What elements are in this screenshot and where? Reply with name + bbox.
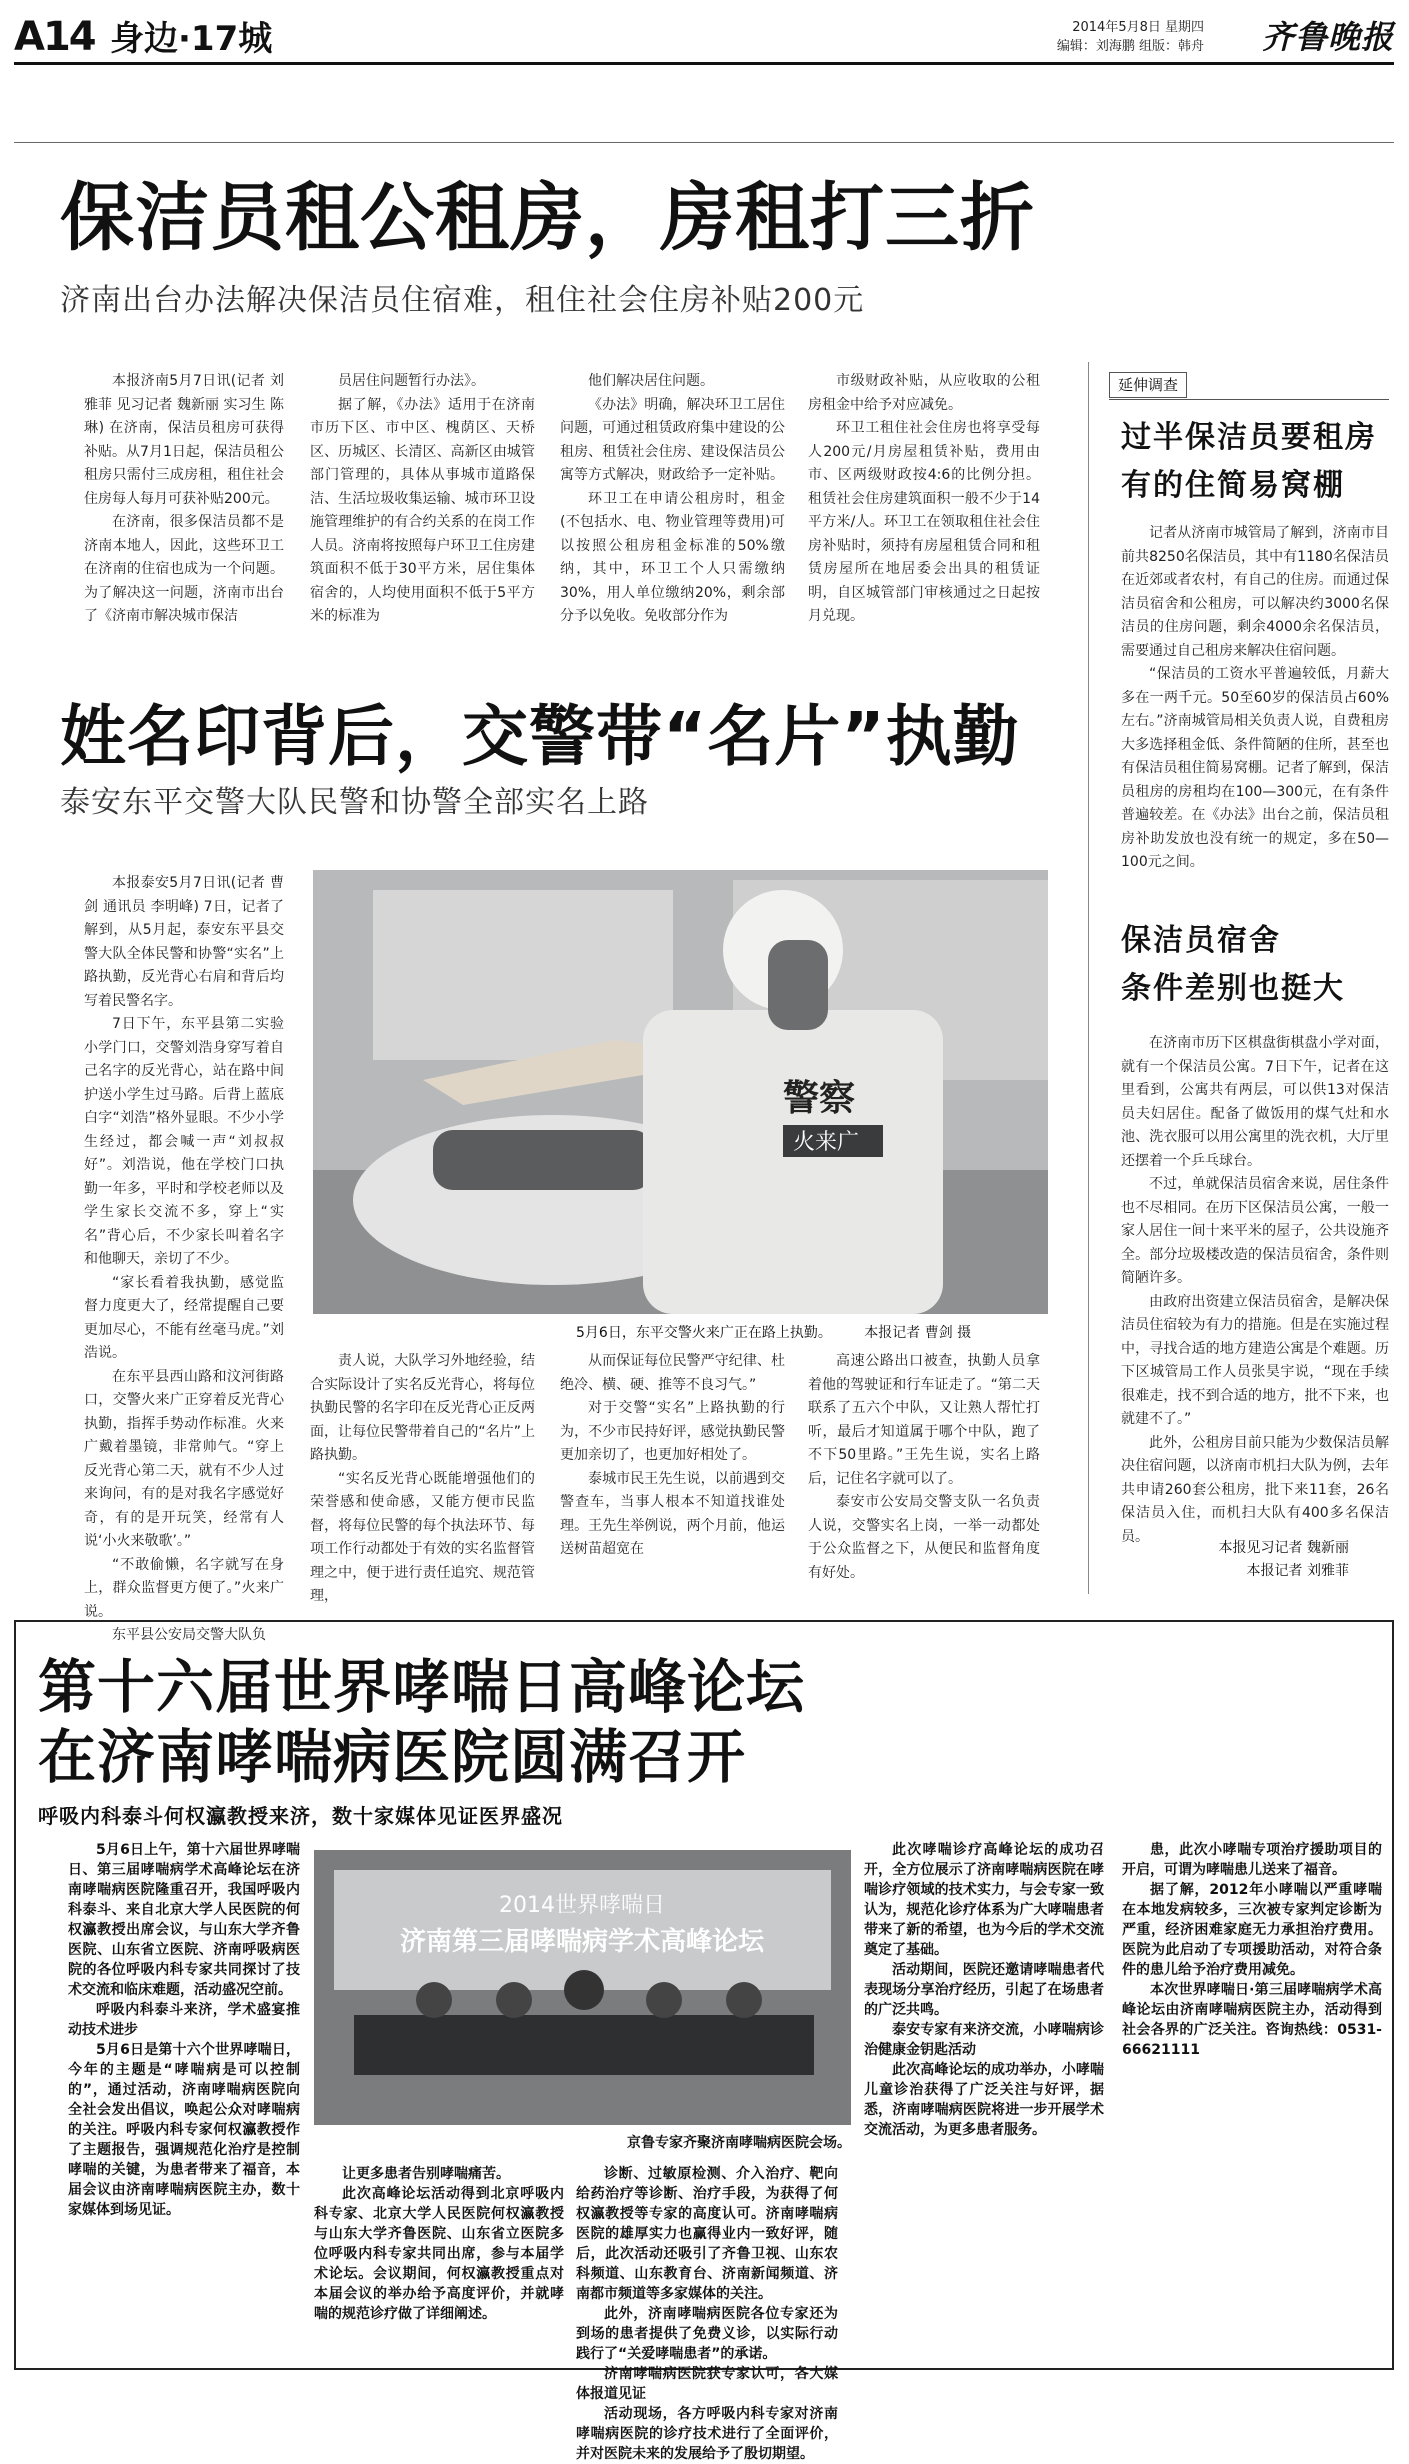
photo-building-left	[373, 890, 673, 1060]
editors: 编辑：刘海鹏 组版：韩舟	[1056, 39, 1204, 54]
ad-banner-line-2: 济南第三届哮喘病学术高峰论坛	[399, 1927, 765, 1957]
paragraph: 东平县公安局交警大队负	[112, 1627, 266, 1643]
sidebar-label: 延伸调查	[1109, 372, 1187, 398]
story1-column-2	[310, 370, 535, 640]
paragraph: 泰安市公安局交警支队一名负责人说，交警实名上岗，一举一动都处于公众监督之下，从便民和监督角度有好处。	[808, 1494, 1040, 1581]
sidebar-heading-1-line-2: 有的住简易窝棚	[1121, 468, 1345, 503]
paragraph: 泰城市民王先生说，以前遇到交警查车，当事人根本不知道找谁处理。王先生举例说，两个月前，他运送树苗超宽在	[560, 1470, 785, 1557]
story2-column-2	[310, 1350, 535, 1604]
story2-column-1	[84, 872, 284, 1643]
ad-photo-table	[354, 2015, 814, 2075]
story1-column-3	[560, 370, 785, 640]
paragraph: 员居住问题暂行办法》。	[338, 373, 485, 389]
paragraph: 7日下午，东平县第二实验小学门口，交警刘浩身穿写着自己名字的反光背心，站在路中间护送小学生过马路。后背上蓝底白字“刘浩”格外显眼。不少小学生经过，都会喊一声“刘叔叔好”。刘浩说，他在学校门口执勤一年多，平时和学校老师以及学生家长交流不多，穿上“实名”背心后，不少家长叫着名字和他聊天，亲切了不少。	[84, 1016, 284, 1267]
paragraph: 5月6日上午，第十六届世界哮喘日、第三届哮喘病学术高峰论坛在济南哮喘病医院隆重召开，我国呼吸内科泰斗、来自北京大学人民医院的何权瀛教授出席会议，与山东大学齐鲁医院、山东省立医院、济南呼吸病医院的各位呼吸内科专家共同探讨了技术交流和临床难题，活动盛况空前。	[68, 1842, 300, 1998]
paragraph: 本报济南5月7日讯(记者 刘雅菲 见习记者 魏新丽 实习生 陈琳) 在济南，保洁员租房可获得补贴。从7月1日起，保洁员租公租房只需付三成房租，租住社会住房每人每月可获补贴200元。	[84, 373, 284, 507]
sidebar-byline-1: 本报见习记者 魏新丽	[1218, 1540, 1349, 1556]
paragraph: 不过，单就保洁员宿舍来说，居住条件也不尽相同。在历下区保洁员公寓，一般一家人居住一间十来平米的屋子，公共设施齐全。部分垃圾楼改造的保洁员宿舍，条件则简陋许多。	[1121, 1176, 1389, 1286]
paragraph: 在济南市历下区棋盘街棋盘小学对面，就有一个保洁员公寓。7日下午，记者在这里看到，公寓共有两层，可以供13对保洁员夫妇居住。配备了做饭用的煤气灶和水池、洗衣服可以用公寓里的洗衣机，大厅里还摆着一个乒乓球台。	[1121, 1035, 1389, 1169]
paragraph: 对于交警“实名”上路执勤的行为，不少市民持好评，感觉执勤民警更加亲切了，也更加好相处了。	[560, 1400, 785, 1463]
paragraph: 济南哮喘病医院获专家认可，各大媒体报道见证	[576, 2366, 838, 2402]
advertorial-box	[14, 1620, 1394, 2462]
story2-column-4	[808, 1350, 1040, 1598]
paragraph: 泰安专家有来济交流，小哮喘病诊治健康金钥匙活动	[864, 2022, 1104, 2058]
paragraph: 在济南，很多保洁员都不是济南本地人，因此，这些环卫工在济南的住宿也成为一个问题。为了解决这一问题，济南市出台了《济南市解决城市保洁	[84, 514, 284, 624]
paragraph: 本报泰安5月7日讯(记者 曹剑 通讯员 李明峰) 7日，记者了解到，从5月起，泰安东平县交警大队全体民警和协警“实名”上路执勤，反光背心右肩和背后均写着民警名字。	[84, 875, 284, 1009]
paragraph: 高速公路出口被查，执勤人员拿着他的驾驶证和行车证走了。“第二天联系了五六个中队，又让熟人帮忙打听，最后才知道属于哪个中队，跑了不下50里路。”王先生说，实名上路后，记住名字就可以了。	[808, 1353, 1040, 1487]
paragraph: 此次高峰论坛的成功举办，小哮喘儿童诊治获得了广泛关注与好评，据悉，济南哮喘病医院将进一步开展学术交流活动，为更多患者服务。	[864, 2062, 1104, 2138]
paragraph: “家长看着我执勤，感觉监督力度更大了，经常提醒自己要更加尽心，不能有丝毫马虎。”刘浩说。	[84, 1274, 284, 1361]
paragraph: 记者从济南市城管局了解到，济南市目前共8250名保洁员，其中有1180名保洁员在近郊或者农村，有自己的住房。而通过保洁员宿舍和公租房，可以解决约3000名保洁员的住房问题，剩余4000余名保洁员，需要通过自己租房来解决住宿问题。	[1121, 525, 1389, 659]
ad-column-5	[1122, 1840, 1382, 2358]
sidebar-heading-2-line-2: 条件差别也挺大	[1121, 971, 1345, 1006]
paragraph: 环卫工租住社会住房也将享受每人200元/月房屋租赁补贴，费用由市、区两级财政按4:6的比例分担。租赁社会住房建筑面积一般不少于14平方米/人。环卫工在领取租住社会住房补贴时，须持有房屋租赁合同和租赁房屋所在地居委会出具的租赁证明，自区城管部门审核通过之日起按月兑现。	[808, 420, 1040, 624]
paragraph: 呼吸内科泰斗来济，学术盛宴推动技术进步	[68, 2002, 300, 2038]
ad-photo-illustration	[314, 1850, 851, 2125]
photo-caption: 5月6日，东平交警火来广正在路上执勤。	[576, 1325, 832, 1341]
photo-car-window	[433, 1130, 653, 1190]
paragraph: 活动期间，医院还邀请哮喘患者代表现场分享治疗经历，引起了在场患者的广泛共鸣。	[864, 1962, 1104, 2018]
paragraph: “实名反光背心既能增强他们的荣誉感和使命感，又能方便市民监督，将每位民警的每个执法环节、每项工作行动都处于有效的实名监督管理之中，便于进行责任追究、规范管理，	[310, 1470, 535, 1604]
paragraph: 活动现场，各方呼吸内科专家对济南哮喘病医院的诊疗技术进行了全面评价，并对医院未来的发展给予了殷切期望。	[576, 2406, 838, 2462]
dateline	[1057, 18, 1204, 56]
story2-headline: 姓名印背后，交警带“名片”执勤	[60, 698, 1020, 775]
paragraph: 此次哮喘诊疗高峰论坛的成功召开，全方位展示了济南哮喘病医院在哮喘诊疗领域的技术实力，与会专家一致认为，规范化诊疗体系为广大哮喘患者带来了新的希望，也为今后的学术交流奠定了基础。	[864, 1842, 1104, 1958]
story1-column-1	[84, 370, 284, 640]
ad-column-2	[314, 2164, 564, 2358]
ad-subhead: 呼吸内科泰斗何权瀛教授来济，数十家媒体见证医界盛况	[38, 1804, 563, 1828]
paragraph: 患，此次小哮喘专项治疗援助项目的开启，可谓为哮喘患儿送来了福音。	[1122, 1842, 1382, 1878]
paragraph: 本次世界哮喘日·第三届哮喘病学术高峰论坛由济南哮喘病医院主办，活动得到社会各界的广泛关注。咨询热线：0531-66621111	[1122, 1982, 1382, 2058]
ad-column-3a	[576, 2164, 838, 2462]
story1-subhead: 济南出台办法解决保洁员住宿难，租住社会住房补贴200元	[60, 283, 865, 318]
section-title: 身边·17城	[110, 19, 273, 59]
story1-column-4	[808, 370, 1040, 640]
paragraph: 责人说，大队学习外地经验，结合实际设计了实名反光背心，将每位执勤民警的名字印在反光背心正反两面，让每位民警带着自己的“名片”上路执勤。	[310, 1353, 535, 1463]
paragraph: 市级财政补贴，从应收取的公租房租金中给予对应减免。	[808, 373, 1040, 413]
photo-illustration	[313, 870, 1048, 1314]
page-number: A14	[14, 14, 95, 60]
sidebar-heading-1	[1121, 414, 1377, 510]
paragraph: 5月6日是第十六个世界哮喘日，今年的主题是“哮喘病是可以控制的”，通过活动，济南哮喘病医院向全社会发出倡议，唤起公众对哮喘病的关注。呼吸内科专家何权瀛教授作了主题报告，强调规范化治疗是控制哮喘的关键，为患者带来了福音，本届会议由济南哮喘病医院主办，数十家媒体到场见证。	[68, 2042, 300, 2218]
ad-photo-person-3	[564, 1970, 604, 2010]
traffic-police-photo	[313, 870, 1048, 1314]
ad-headline-2: 在济南哮喘病医院圆满召开	[38, 1723, 747, 1791]
photo-vest-name: 火来广	[793, 1130, 860, 1155]
sidebar-byline	[1121, 1537, 1389, 1583]
ad-column-1	[68, 1840, 300, 2358]
paragraph: 诊断、过敏原检测、介入治疗、靶向给药治疗等诊断、治疗手段，为获得了何权瀛教授等专家的高度认可。济南哮喘病医院的雄厚实力也赢得业内一致好评，随后，此次活动还吸引了齐鲁卫视、山东农科频道、山东教育台、济南新闻频道、济南都市频道等多家媒体的关注。	[576, 2166, 838, 2302]
ad-photo-person-5	[726, 1982, 762, 2018]
ad-column-4	[864, 1840, 1104, 2358]
story1-headline: 保洁员租公租房，房租打三折	[60, 175, 1035, 261]
ad-photo-person-1	[416, 1982, 452, 2018]
masthead-rule	[14, 62, 1394, 65]
paragraph: “保洁员的工资水平普遍较低，月薪大多在一两千元。50至60岁的保洁员占60%左右。”济南城管局相关负责人说，自费租房大多选择租金低、条件简陋的住所，甚至也有保洁员租住简易窝棚。记者了解到，保洁员租房的房租均在100—300元，在有条件普遍较差。在《办法》出台之前，保洁员租房补助发放也没有统一的规定，多在50—100元之间。	[1121, 666, 1389, 870]
ad-forum-photo	[314, 1850, 851, 2125]
paragraph: “不敢偷懒，名字就写在身上，群众监督更方便了。”火来广说。	[84, 1556, 284, 1620]
paragraph: 在东平县西山路和汶河街路口，交警火来广正穿着反光背心执勤，指挥手势动作标准。火来广戴着墨镜，非常帅气。“穿上反光背心第二天，就有不少人过来询问，有的是对我名字感觉好奇，有的是开玩笑，经常有人说‘小火来敬歌’。”	[84, 1368, 284, 1549]
masthead	[14, 14, 1394, 60]
paragraph: 由政府出资建立保洁员宿舍，是解决保洁员住宿较为有力的措施。但是在实施过程中，寻找合适的地方建造公寓是个难题。历下区城管局工作人员张昊宇说，“现在手续很难走，找不到合适的地方，批不下来，也就建不了。”	[1121, 1293, 1389, 1427]
paragraph: 让更多患者告别哮喘痛苦。	[342, 2166, 510, 2182]
paragraph: 《办法》明确，解决环卫工居住问题，可通过租赁政府集中建设的公租房、租赁社会住房、建设保洁员公寓等方式解决，财政给予一定补贴。	[560, 396, 785, 483]
paragraph: 环卫工在申请公租房时，租金(不包括水、电、物业管理等费用)可以按照公租房租金标准的50%缴纳，其中，环卫工个人只需缴纳30%，用人单位缴纳20%，剩余部分予以免收。免收部分作为	[560, 490, 785, 624]
sidebar-heading-2	[1121, 917, 1345, 1013]
photo-vest-text: 警察	[783, 1078, 856, 1119]
paragraph: 此外，济南哮喘病医院各位专家还为到场的患者提供了免费义诊，以实际行动践行了“关爱哮喘患者”的承诺。	[576, 2306, 838, 2362]
sidebar-investigation	[1088, 362, 1398, 1594]
photo-police-face	[768, 940, 828, 1030]
newspaper-logo: 齐鲁晚报	[1261, 18, 1394, 56]
photo-caption-row	[576, 1322, 1048, 1344]
paragraph: 此外，公租房目前只能为少数保洁员解决住宿问题，以济南市机扫大队为例，去年共申请260套公租房，批下来11套，26名保洁员入住，而机扫大队有400多名保洁员。	[1121, 1434, 1389, 1545]
section-divider	[14, 142, 1394, 143]
paragraph: 从而保证每位民警严守纪律、杜绝冷、横、硬、推等不良习气。”	[560, 1353, 785, 1393]
paragraph: 据了解，2012年小哮喘以严重哮喘在本地发病较多，三次被专家判定诊断为严重，经济困难家庭无力承担治疗费用。医院为此启动了专项援助活动，对符合条件的患儿给予治疗费用减免。	[1122, 1882, 1382, 1978]
story2-subhead: 泰安东平交警大队民警和协警全部实名上路	[60, 785, 649, 820]
photo-police-vest	[643, 1010, 943, 1314]
story2-column-3	[560, 1350, 785, 1598]
ad-banner-line-1: 2014世界哮喘日	[499, 1893, 665, 1918]
paragraph: 据了解，《办法》适用于在济南市历下区、市中区、槐荫区、天桥区、历城区、长清区、高新区由城管部门管理的，具体从事城市道路保洁、生活垃圾收集运输、城市环卫设施管理维护的有合约关系的在岗工作人员。济南将按照每户环卫工住房建筑面积不低于30平方米，居住集体宿舍的，人均使用面积不低于5平方米的标准为	[310, 396, 535, 624]
sidebar-heading-2-line-1: 保洁员宿舍	[1121, 923, 1281, 958]
photo-credit: 本报记者 曹剑 摄	[864, 1325, 972, 1341]
ad-photo-caption: 京鲁专家齐聚济南哮喘病医院会场。	[627, 2135, 851, 2151]
ad-photo-person-2	[496, 1982, 532, 2018]
date: 2014年5月8日 星期四	[1072, 20, 1204, 35]
paragraph: 他们解决居住问题。	[588, 373, 714, 389]
sidebar-heading-1-line-1: 过半保洁员要租房	[1121, 420, 1377, 455]
sidebar-paragraphs-2	[1121, 1032, 1389, 1545]
sidebar-byline-2: 本报记者 刘雅菲	[1246, 1563, 1349, 1579]
paragraph: 此次高峰论坛活动得到北京呼吸内科专家、北京大学人民医院何权瀛教授与山东大学齐鲁医院、山东省立医院多位呼吸内科专家共同出席，参与本届学术论坛。会议期间，何权瀛教授重点对本届会议的举办给予高度评价，并就哮喘的规范诊疗做了详细阐述。	[314, 2186, 564, 2322]
ad-photo-person-4	[646, 1982, 682, 2018]
ad-headline-1: 第十六届世界哮喘日高峰论坛	[38, 1653, 806, 1721]
